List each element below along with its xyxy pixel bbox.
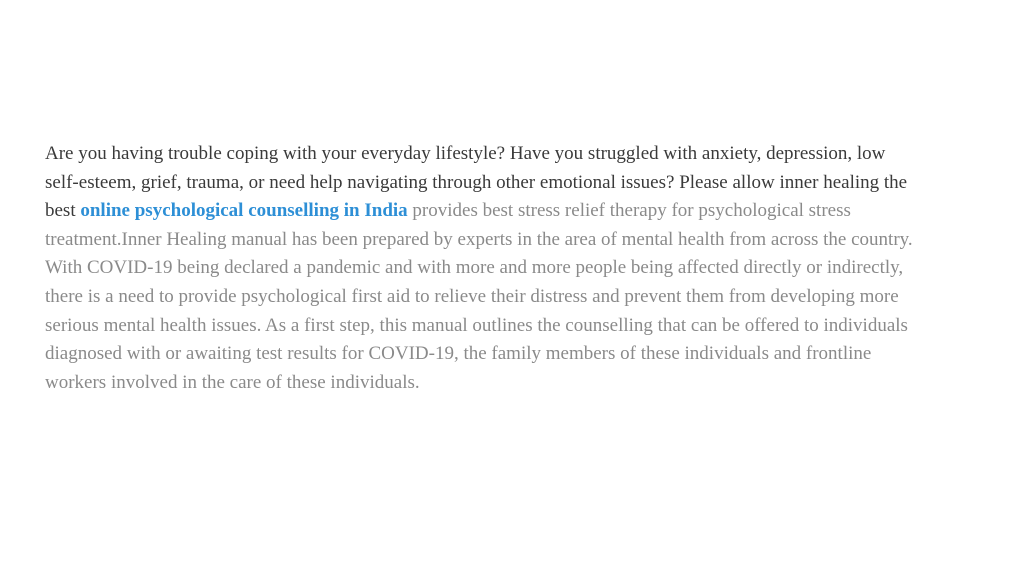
paragraph-line-7: serious mental health issues. As a first step, this manual outlines the counselling that can be offered to individuals bbox=[45, 314, 908, 336]
paragraph-line-4: treatment.Inner Healing manual has been prepared by experts in the area of mental health from across the country. bbox=[45, 228, 913, 250]
line-3-suffix: provides best stress relief therapy for psychological stress bbox=[407, 200, 851, 222]
paragraph-line-5: With COVID-19 being declared a pandemic and with more and more people being affected directly or indirectly, bbox=[45, 257, 904, 279]
paragraph-line-8: diagnosed with or awaiting test results for COVID-19, the family members of these individuals and frontline bbox=[45, 343, 872, 365]
line-3-prefix: best bbox=[45, 200, 81, 222]
paragraph-line-2: self-esteem, grief, trauma, or need help navigating through other emotional issues? Please allow inner healing the bbox=[45, 171, 908, 193]
paragraph-line-6: there is a need to provide psychological first aid to relieve their distress and prevent them from developing more bbox=[45, 285, 899, 307]
counselling-link[interactable]: online psychological counselling in India bbox=[80, 200, 408, 222]
paragraph-line-1: Are you having trouble coping with your everyday lifestyle? Have you struggled with anxiety, depression, low bbox=[45, 143, 886, 164]
paragraph-line-9: workers involved in the care of these individuals. bbox=[45, 371, 420, 393]
body-paragraph bbox=[45, 140, 995, 397]
paragraph-line-3 bbox=[45, 197, 995, 226]
